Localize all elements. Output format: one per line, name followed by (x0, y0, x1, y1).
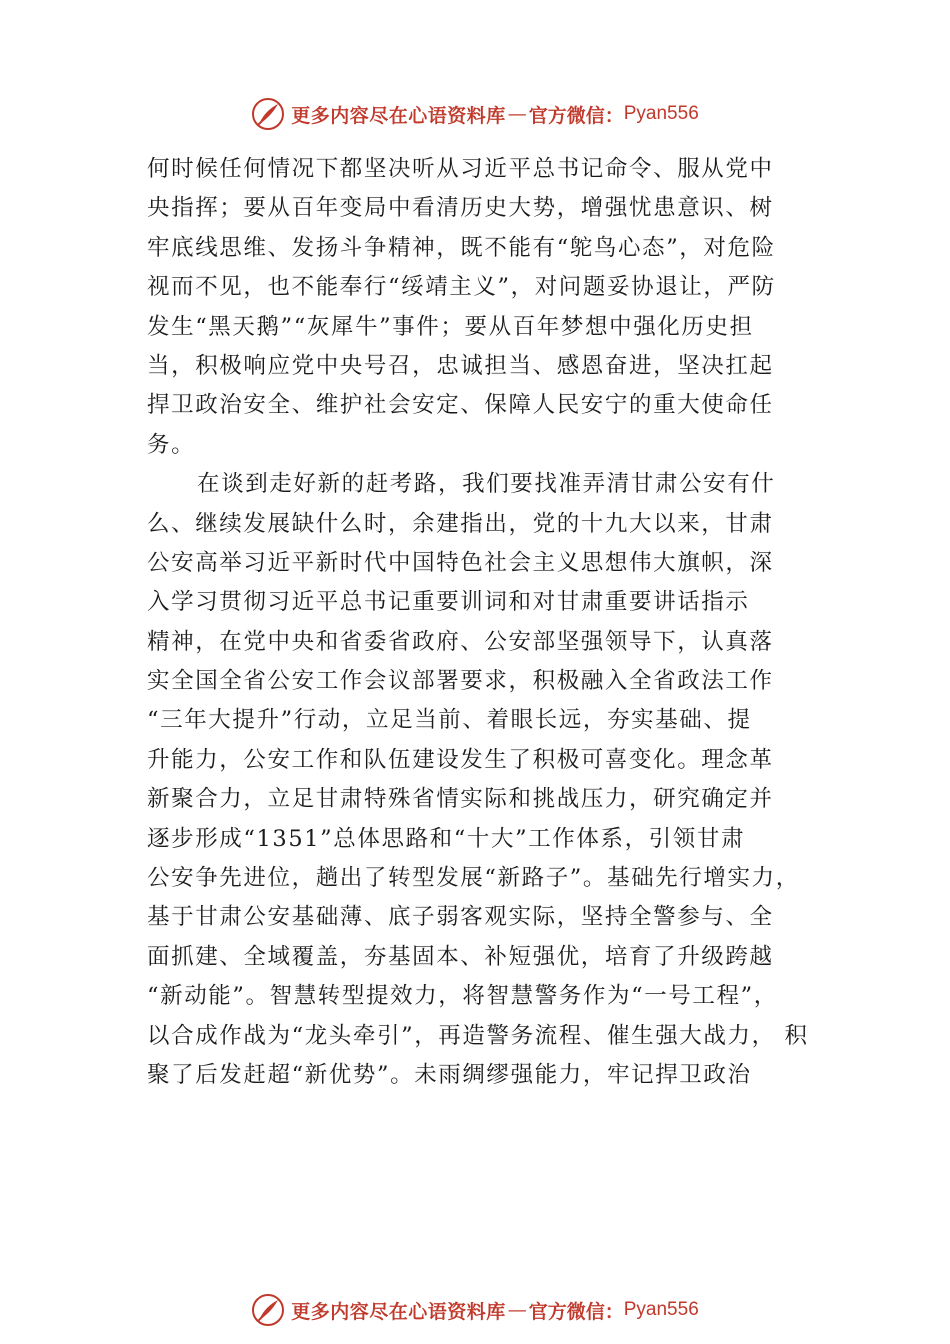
text-line: 牢底线思维、发扬斗争精神，既不能有“鸵鸟心态”，对危险 (147, 234, 776, 261)
text-line: 何时候任何情况下都坚决听从习近平总书记命令、服从党中 (147, 156, 774, 182)
text-line: 实全国全省公安工作会议部署要求，积极融入全省政法工作 (147, 668, 774, 695)
text-line: 公安高举习近平新时代中国特色社会主义思想伟大旗帜，深 (147, 549, 774, 576)
banner-separator: — (507, 1299, 527, 1321)
text-line: 聚了后发赶超“新优势”。未雨绸缪强能力，牢记捍卫政治 (147, 1061, 752, 1088)
text-line: 以合成作战为“龙头牵引”，再造警务流程、催生强大战力， 积 (147, 1022, 809, 1049)
banner-site-name: 更多内容尽在心语资料库 (291, 104, 506, 127)
banner-wechat-account: Pyan556 (623, 103, 699, 124)
banner-wechat-label: 官方微信： (528, 1300, 624, 1323)
document-body (147, 150, 815, 1095)
text-line: 升能力，公安工作和队伍建设发生了积极可喜变化。理念革 (147, 746, 774, 773)
banner-wechat-label: 官方微信： (528, 104, 624, 127)
text-line: 捍卫政治安全、维护社会安定、保障人民安宁的重大使命任 (147, 392, 774, 419)
text-line: “三年大提升”行动，立足当前、着眼长远，夯实基础、提 (147, 707, 752, 734)
text-line: 基于甘肃公安基础薄、底子弱客观实际，坚持全警参与、全 (147, 904, 774, 931)
banner-site-name: 更多内容尽在心语资料库 (291, 1300, 506, 1323)
quill-logo-icon (251, 1293, 285, 1327)
paragraph-1 (147, 150, 815, 465)
banner-separator: — (507, 103, 527, 125)
text-line: 新聚合力，立足甘肃特殊省情实际和挑战压力，研究确定并 (147, 786, 774, 813)
text-line: 央指挥；要从百年变局中看清历史大势，增强忧患意识、树 (147, 195, 774, 222)
text-line: “新动能”。智慧转型提效力，将智慧警务作为“一号工程”， (147, 983, 778, 1010)
quill-logo-icon (251, 97, 285, 131)
text-line: 逐步形成“1351”总体思路和“十大”工作体系，引领甘肃 (147, 825, 746, 852)
text-line: 公安争先进位，趟出了转型发展“新路子”。基础先行增实力， (147, 865, 800, 892)
text-line: 入学习贯彻习近平总书记重要训词和对甘肃重要讲话指示 (147, 589, 750, 616)
footer-watermark-banner (0, 1290, 950, 1330)
text-line: 务。 (147, 431, 196, 458)
text-line: 在谈到走好新的赶考路，我们要找准弄清甘肃公安有什 (197, 471, 776, 498)
text-line: 么、继续发展缺什么时，余建指出，党的十九大以来，甘肃 (147, 510, 774, 537)
banner-wechat-account: Pyan556 (623, 1299, 699, 1320)
text-line: 面抓建、全域覆盖，夯基固本、补短强优，培育了升级跨越 (147, 943, 774, 970)
header-watermark-banner (0, 94, 950, 134)
text-line: 当，积极响应党中央号召，忠诚担当、感恩奋进，坚决扛起 (147, 352, 774, 379)
text-line: 发生“黑天鹅”“灰犀牛”事件；要从百年梦想中强化历史担 (147, 313, 754, 340)
paragraph-2 (147, 465, 815, 1095)
text-line: 精神，在党中央和省委省政府、公安部坚强领导下，认真落 (147, 628, 774, 655)
text-line: 视而不见，也不能奉行“绥靖主义”，对问题妥协退让，严防 (147, 274, 776, 301)
